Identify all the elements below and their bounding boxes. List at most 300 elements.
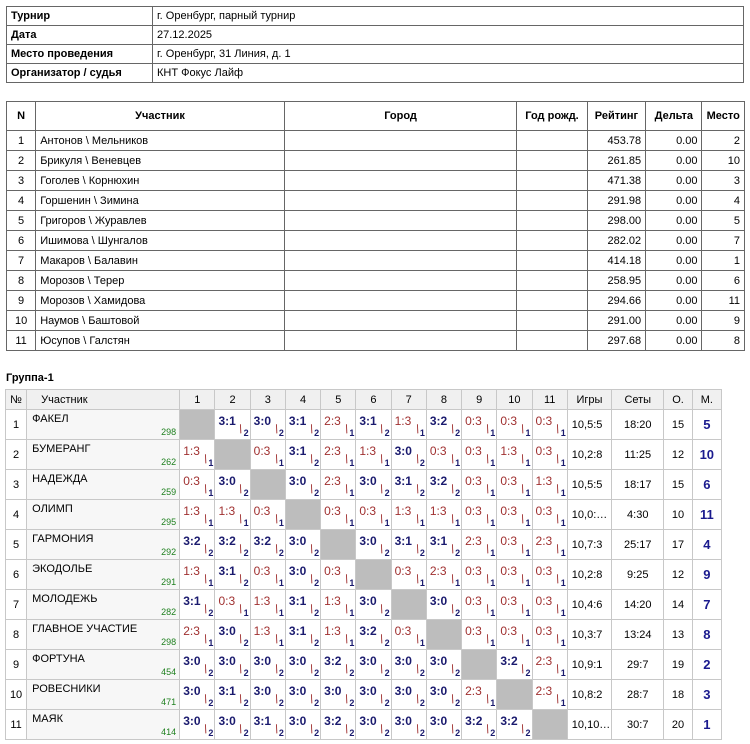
match-score: 0:3 (465, 474, 482, 488)
match-result-cell (462, 560, 497, 590)
match-slash: / (272, 541, 280, 557)
match-slash: / (342, 661, 351, 677)
info-value: г. Оренбург, 31 Линия, д. 1 (153, 45, 744, 64)
match-score: 1:3 (500, 444, 517, 458)
match-points: 2 (314, 458, 320, 468)
match-slash: / (448, 601, 457, 617)
match-score: 3:0 (359, 714, 377, 728)
group-team-cell (27, 560, 180, 590)
match-points: 2 (525, 668, 531, 678)
match-result-cell (285, 530, 320, 560)
match-slash: / (554, 541, 562, 557)
match-slash: / (342, 421, 351, 437)
match-result-cell (285, 440, 320, 470)
group-team-games: 10,10… (567, 710, 611, 740)
match-result-cell (356, 410, 391, 440)
match-score: 0:3 (394, 564, 412, 578)
match-result (321, 410, 355, 439)
match-result-cell (250, 500, 285, 530)
match-points: 2 (243, 428, 249, 438)
match-score: 3:0 (253, 684, 272, 698)
match-result-cell (180, 680, 215, 710)
match-slash: / (413, 691, 421, 707)
participant-year (517, 211, 587, 231)
participant-delta: 0.00 (646, 271, 702, 291)
group-col-opponent: 2 (215, 390, 250, 410)
group-team-no: 3 (6, 470, 27, 500)
match-slash: / (307, 721, 316, 737)
match-result (497, 650, 531, 679)
match-result (497, 410, 531, 439)
match-score: 0:3 (535, 624, 553, 638)
participant-delta: 0.00 (646, 251, 702, 271)
participant-n: 8 (7, 271, 36, 291)
match-result-cell (426, 710, 461, 740)
match-score: 2:3 (324, 444, 341, 458)
match-points: 1 (560, 458, 566, 468)
match-result (356, 620, 390, 649)
match-slash: / (448, 511, 457, 527)
match-score: 0:3 (535, 504, 553, 518)
match-slash: / (448, 451, 457, 467)
match-result (497, 710, 531, 739)
match-points: 2 (384, 728, 390, 738)
group-row (6, 410, 722, 440)
match-score: 3:0 (429, 594, 448, 608)
match-slash: / (307, 631, 316, 647)
match-slash: / (413, 421, 421, 437)
match-result-cell (180, 710, 215, 740)
group-team-name: ФАКЕЛ (32, 413, 69, 425)
match-slash: / (202, 661, 210, 677)
match-result (497, 560, 531, 589)
match-result (215, 470, 249, 499)
match-points: 1 (525, 578, 531, 588)
col-delta: Дельта (646, 102, 702, 131)
match-slash: / (272, 421, 280, 437)
match-score: 0:3 (500, 474, 517, 488)
group-self-cell (426, 620, 461, 650)
match-result (356, 680, 390, 709)
match-score: 3:0 (394, 714, 412, 728)
match-score: 0:3 (253, 504, 271, 518)
match-result (427, 500, 461, 529)
group-team-name: РОВЕСНИКИ (32, 683, 101, 695)
group-team-name: ОЛИМП (32, 503, 73, 515)
match-result-cell (462, 590, 497, 620)
participant-year (517, 231, 587, 251)
group-row (6, 710, 722, 740)
group-col-opponent: 6 (356, 390, 391, 410)
match-score: 3:1 (218, 414, 236, 428)
match-slash: / (237, 661, 245, 677)
match-result (462, 560, 496, 589)
match-points: 1 (384, 518, 390, 528)
match-points: 1 (560, 698, 566, 708)
group-team-rating: 414 (161, 727, 177, 737)
match-slash: / (483, 451, 492, 467)
match-result (286, 470, 320, 499)
match-slash: / (519, 541, 527, 557)
group-team-sets: 28:7 (612, 680, 664, 710)
match-result (251, 530, 285, 559)
match-points: 2 (419, 488, 425, 498)
match-points: 1 (208, 638, 214, 648)
participant-city (284, 191, 517, 211)
match-slash: / (554, 691, 562, 707)
match-result (427, 560, 461, 589)
match-slash: / (413, 631, 421, 647)
match-result (392, 680, 426, 709)
participant-name: Юсупов \ Галстян (36, 331, 285, 351)
match-result (321, 470, 355, 499)
group-team-points: 13 (664, 620, 692, 650)
match-points: 1 (560, 638, 566, 648)
match-result-cell (356, 440, 391, 470)
participant-name: Григоров \ Журавлев (36, 211, 285, 231)
match-points: 1 (525, 428, 531, 438)
match-result (321, 650, 355, 679)
participant-n: 6 (7, 231, 36, 251)
group-self-cell (250, 470, 285, 500)
match-result (462, 710, 496, 739)
match-score: 3:0 (288, 684, 307, 698)
match-result-cell (250, 530, 285, 560)
match-result-cell (462, 470, 497, 500)
match-points: 1 (243, 518, 249, 528)
match-score: 1:3 (324, 624, 341, 638)
match-slash: / (342, 631, 351, 647)
group-self-cell (391, 590, 426, 620)
match-result-cell (215, 500, 250, 530)
match-points: 2 (349, 728, 355, 738)
participant-year (517, 311, 587, 331)
match-result-cell (532, 560, 567, 590)
match-slash: / (378, 481, 386, 497)
match-score: 3:0 (394, 654, 412, 668)
match-result-cell (215, 620, 250, 650)
group-crosstable (5, 389, 722, 740)
match-points: 2 (243, 548, 249, 558)
col-place: Место (702, 102, 745, 131)
group-team-sets: 30:7 (612, 710, 664, 740)
participant-place: 4 (702, 191, 745, 211)
match-points: 1 (455, 578, 461, 588)
match-result-cell (285, 560, 320, 590)
match-result-cell (250, 440, 285, 470)
group-team-place: 10 (692, 440, 721, 470)
match-slash: / (378, 631, 386, 647)
match-slash: / (272, 691, 280, 707)
match-result (251, 710, 285, 739)
participant-place: 9 (702, 311, 745, 331)
col-city: Город (284, 102, 517, 131)
match-score: 3:0 (359, 534, 377, 548)
match-score: 3:1 (429, 534, 448, 548)
match-result-cell (497, 560, 532, 590)
participant-city (284, 171, 517, 191)
group-team-place: 2 (692, 650, 721, 680)
match-result-cell (391, 470, 426, 500)
match-points: 1 (560, 488, 566, 498)
match-slash: / (237, 421, 245, 437)
group-team-place: 11 (692, 500, 721, 530)
match-score: 0:3 (535, 564, 553, 578)
match-score: 0:3 (465, 594, 482, 608)
match-result-cell (391, 710, 426, 740)
match-result-cell (356, 590, 391, 620)
match-score: 3:1 (288, 444, 307, 458)
match-score: 3:1 (183, 594, 201, 608)
group-team-games: 10,5:5 (567, 470, 611, 500)
info-value: КНТ Фокус Лайф (153, 64, 744, 83)
match-score: 0:3 (465, 624, 482, 638)
match-result-cell (426, 560, 461, 590)
group-self-cell (285, 500, 320, 530)
match-points: 2 (349, 668, 355, 678)
match-result (497, 500, 531, 529)
match-result (392, 620, 426, 649)
match-result (215, 620, 249, 649)
match-score: 3:0 (359, 594, 377, 608)
match-points: 2 (208, 668, 214, 678)
participant-row (7, 231, 745, 251)
match-result (427, 710, 461, 739)
group-team-points: 20 (664, 710, 692, 740)
participant-rating: 261.85 (587, 151, 645, 171)
match-points: 2 (455, 608, 461, 618)
match-slash: / (202, 481, 210, 497)
match-points: 2 (208, 548, 214, 558)
info-key: Дата (7, 26, 153, 45)
match-slash: / (202, 541, 210, 557)
match-score: 0:3 (500, 624, 517, 638)
match-points: 1 (455, 458, 461, 468)
participant-city (284, 151, 517, 171)
match-score: 1:3 (394, 504, 412, 518)
participant-name: Гоголев \ Корнюхин (36, 171, 285, 191)
info-row (7, 26, 744, 45)
match-result-cell (356, 530, 391, 560)
match-points: 1 (490, 638, 496, 648)
group-team-cell (27, 710, 180, 740)
match-result (356, 500, 390, 529)
match-points: 2 (243, 578, 249, 588)
match-score: 3:2 (183, 534, 201, 548)
match-result (321, 710, 355, 739)
match-slash: / (342, 691, 351, 707)
match-result-cell (250, 650, 285, 680)
match-result-cell (391, 680, 426, 710)
match-result (321, 440, 355, 469)
match-result (533, 530, 567, 559)
match-slash: / (378, 601, 386, 617)
match-points: 2 (314, 578, 320, 588)
match-result-cell (497, 590, 532, 620)
match-result-cell (462, 620, 497, 650)
group-row (6, 620, 722, 650)
group-team-rating: 454 (161, 667, 177, 677)
match-result (533, 440, 567, 469)
participant-name: Брикуля \ Веневцев (36, 151, 285, 171)
participant-row (7, 311, 745, 331)
group-team-no: 9 (6, 650, 27, 680)
group-team-place: 6 (692, 470, 721, 500)
group-title: Группа-1 (6, 372, 54, 384)
match-result (392, 530, 426, 559)
info-row (7, 45, 744, 64)
match-result (392, 710, 426, 739)
match-points: 1 (349, 608, 355, 618)
match-result-cell (426, 590, 461, 620)
match-result-cell (391, 620, 426, 650)
match-points: 2 (384, 428, 390, 438)
participant-name: Морозов \ Терер (36, 271, 285, 291)
match-slash: / (378, 661, 386, 677)
participant-year (517, 131, 587, 151)
group-col-opponent: 3 (250, 390, 285, 410)
group-team-cell (27, 590, 180, 620)
match-points: 1 (455, 518, 461, 528)
participant-year (517, 151, 587, 171)
match-result (180, 590, 214, 619)
match-result-cell (285, 620, 320, 650)
match-score: 1:3 (394, 414, 412, 428)
match-slash: / (237, 571, 245, 587)
match-result-cell (356, 650, 391, 680)
match-points: 2 (419, 668, 425, 678)
participant-n: 3 (7, 171, 36, 191)
match-score: 3:0 (218, 624, 236, 638)
match-score: 3:0 (183, 654, 201, 668)
match-result (251, 590, 285, 619)
group-team-place: 1 (692, 710, 721, 740)
match-points: 1 (525, 518, 531, 528)
match-slash: / (378, 451, 386, 467)
match-points: 2 (419, 698, 425, 708)
match-result (427, 680, 461, 709)
match-points: 2 (419, 548, 425, 558)
match-points: 1 (278, 578, 284, 588)
match-points: 2 (419, 458, 425, 468)
participant-rating: 291.00 (587, 311, 645, 331)
match-points: 1 (349, 518, 355, 528)
group-team-games: 10,8:2 (567, 680, 611, 710)
group-team-points: 15 (664, 470, 692, 500)
match-score: 3:0 (359, 654, 377, 668)
match-result-cell (215, 560, 250, 590)
match-result (286, 650, 320, 679)
match-slash: / (483, 421, 492, 437)
col-year: Год рожд. (517, 102, 587, 131)
match-points: 2 (455, 428, 461, 438)
participant-row (7, 251, 745, 271)
match-result-cell (321, 620, 356, 650)
match-result (215, 710, 249, 739)
participant-city (284, 131, 517, 151)
match-slash: / (554, 481, 562, 497)
match-result (462, 590, 496, 619)
group-team-games: 10,7:3 (567, 530, 611, 560)
match-points: 1 (349, 638, 355, 648)
match-result (356, 530, 390, 559)
match-result-cell (285, 410, 320, 440)
match-score: 3:0 (288, 534, 307, 548)
participant-n: 7 (7, 251, 36, 271)
match-result-cell (426, 500, 461, 530)
match-result-cell (250, 680, 285, 710)
match-result (392, 650, 426, 679)
match-score: 3:0 (288, 654, 307, 668)
info-key: Турнир (7, 7, 153, 26)
participant-place: 2 (702, 131, 745, 151)
match-points: 2 (384, 488, 390, 498)
participant-n: 10 (7, 311, 36, 331)
match-points: 1 (349, 488, 355, 498)
match-result-cell (321, 440, 356, 470)
match-result-cell (391, 560, 426, 590)
match-points: 1 (525, 488, 531, 498)
match-points: 2 (243, 668, 249, 678)
participant-row (7, 211, 745, 231)
match-result (180, 620, 214, 649)
match-slash: / (378, 511, 386, 527)
participant-place: 8 (702, 331, 745, 351)
group-team-no: 6 (6, 560, 27, 590)
participant-place: 10 (702, 151, 745, 171)
match-result (356, 440, 390, 469)
info-row (7, 7, 744, 26)
match-slash: / (483, 481, 492, 497)
participant-delta: 0.00 (646, 211, 702, 231)
match-slash: / (378, 541, 386, 557)
match-score: 2:3 (183, 624, 200, 638)
match-slash: / (342, 451, 351, 467)
participant-rating: 414.18 (587, 251, 645, 271)
match-slash: / (202, 721, 210, 737)
match-result-cell (497, 710, 532, 740)
match-points: 1 (384, 458, 390, 468)
match-score: 0:3 (394, 624, 412, 638)
match-result-cell (532, 530, 567, 560)
match-result (180, 680, 214, 709)
match-slash: / (554, 661, 562, 677)
match-result (215, 530, 249, 559)
participant-year (517, 171, 587, 191)
match-score: 0:3 (535, 594, 553, 608)
group-col-no: № (6, 390, 27, 410)
match-score: 3:0 (324, 684, 342, 698)
match-points: 2 (314, 428, 320, 438)
match-score: 2:3 (429, 564, 447, 578)
group-self-cell (532, 710, 567, 740)
match-result (180, 440, 214, 469)
match-result-cell (321, 410, 356, 440)
match-result (427, 530, 461, 559)
participant-name: Антонов \ Мельников (36, 131, 285, 151)
match-slash: / (342, 481, 351, 497)
match-score: 2:3 (535, 654, 553, 668)
match-result-cell (215, 410, 250, 440)
match-slash: / (448, 421, 457, 437)
match-points: 1 (243, 608, 249, 618)
match-result-cell (532, 590, 567, 620)
match-result (497, 470, 531, 499)
match-points: 2 (455, 488, 461, 498)
match-slash: / (413, 481, 421, 497)
match-score: 3:0 (218, 714, 236, 728)
match-score: 0:3 (253, 564, 271, 578)
